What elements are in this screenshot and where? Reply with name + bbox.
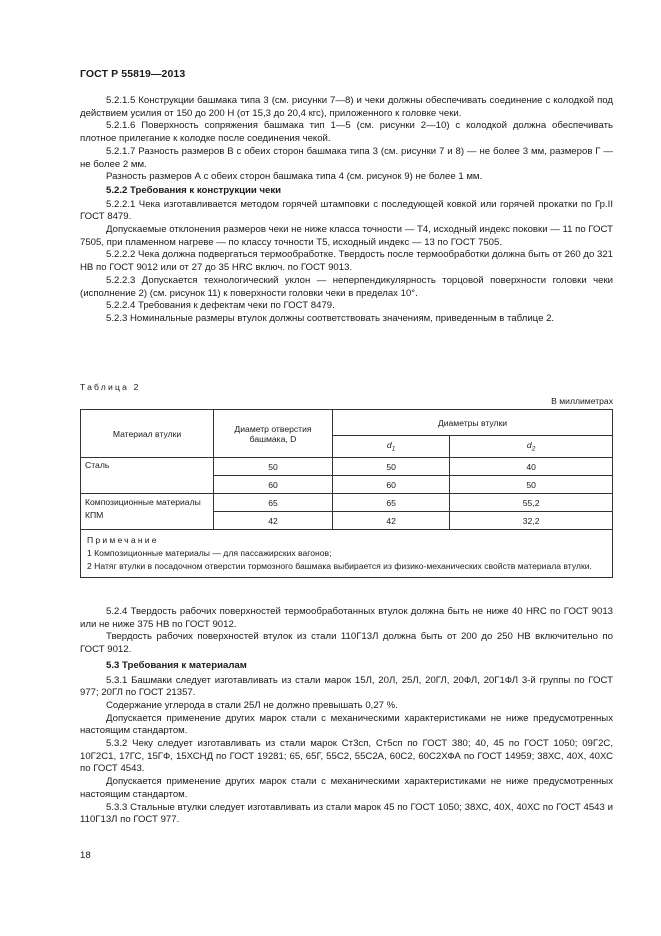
paragraph: 5.3.2 Чеку следует изготавливать из стали марок Ст3сп, Ст5сп по ГОСТ 380; 40, 45 по ГОСТ 1050; 09Г2С, 10Г2С1, 17ГС, 15ГФ, 15ХСНД по ГОСТ 19281; 65, 65Г, 55С2, 55С2А, 60С2, 60С2ХФА по ГОСТ 14959; 38ХС, 40Х, 40ХС по ГОСТ 4543. [80, 738, 613, 775]
paragraph: Разность размеров А с обеих сторон башмака типа 4 (см. рисунок 9) не более 1 мм. [106, 171, 483, 183]
section-heading: 5.2.2 Требования к конструкции чеки [106, 184, 282, 196]
table-units: В миллиметрах [551, 396, 613, 406]
cell-d1: 60 [333, 476, 450, 494]
paragraph: 5.2.2.4 Требования к дефектам чеки по ГОСТ 8479. [106, 300, 335, 312]
note-item: 1 Композиционные материалы — для пассажирских вагонов; [87, 548, 332, 558]
paragraph: 5.2.1.5 Конструкции башмака типа 3 (см. рисунки 7—8) и чеки должны обеспечивать соединение с колодкой под действием усилия от 150 до 200 Н (от 15,3 до 20,4 кгс), приложенного к головке чеки. [80, 95, 613, 119]
document-header: ГОСТ Р 55819—2013 [80, 68, 186, 80]
header-material: Материал втулки [81, 410, 214, 458]
text-block-top [80, 95, 613, 326]
paragraph: Допускается применение других марок стали с механическими характеристиками не ниже предусмотренных настоящим стандартом. [80, 712, 613, 737]
cell-D: 42 [214, 512, 333, 530]
paragraph: 5.2.2.1 Чека изготавливается методом горячей штамповки с последующей ковкой или горячей прокатки по Гр.II ГОСТ 8479. [80, 198, 613, 223]
header-d1: $d_1$ [333, 436, 450, 458]
header-bushing-diameters: Диаметры втулки [333, 410, 613, 436]
cell-material: Композиционные материалы КПМ [81, 494, 214, 530]
cell-D: 50 [214, 458, 333, 476]
paragraph: 5.3.3 Стальные втулки следует изготавливать из стали марок 45 по ГОСТ 1050; 38ХС, 40Х, 40ХС по ГОСТ 4543 и 110Г13Л по ГОСТ 977. [80, 801, 613, 826]
cell-D: 60 [214, 476, 333, 494]
cell-d1: 42 [333, 512, 450, 530]
cell-d2: 32,2 [450, 512, 613, 530]
section-heading: 5.3 Требования к материалам [106, 659, 247, 671]
cell-d1: 65 [333, 494, 450, 512]
table-note [81, 530, 613, 578]
cell-material: Сталь [81, 458, 214, 494]
paragraph: Допускается применение других марок стали с механическими характеристиками не ниже предусмотренных настоящим стандартом. [80, 776, 613, 800]
cell-d2: 55,2 [450, 494, 613, 512]
table-row [81, 494, 613, 512]
text-block-bottom [80, 606, 613, 827]
paragraph: Твердость рабочих поверхностей втулок из стали 110Г13Л должна быть от 200 до 250 НВ включительно по ГОСТ 9012. [80, 631, 613, 656]
paragraph: 5.2.1.6 Поверхность сопряжения башмака тип 1—5 (см. рисунки 2—10) с колодкой должна обеспечивать плотное прилегание к колодке после соединения чекой. [80, 120, 613, 145]
paragraph: 5.2.4 Твердость рабочих поверхностей термообработанных втулок должна быть не ниже 40 HRC по ГОСТ 9013 или не ниже 375 НВ по ГОСТ 9012. [80, 606, 613, 630]
paragraph: Допускаемые отклонения размеров чеки не ниже класса точности — Т4, исходный индекс поковки — 11 по ГОСТ 7505, при пламенном нагреве — по классу точности Т5, исходный индекс — 13 по ГОСТ 7505. [80, 224, 613, 248]
cell-d1: 50 [333, 458, 450, 476]
dimensions-table [80, 409, 613, 578]
paragraph: 5.3.1 Башмаки следует изготавливать из стали марок 15Л, 20Л, 25Л, 20ГЛ, 20ФЛ, 20Г1ФЛ 3-й группы по ГОСТ 977; 20ГЛ по ГОСТ 21357. [80, 674, 613, 699]
note-item: 2 Натяг втулки в посадочном отверстии тормозного башмака выбирается из физико-механических свойств материала втулки. [87, 561, 592, 571]
cell-D: 65 [214, 494, 333, 512]
note-title: Примечание [87, 535, 159, 545]
table-row [81, 458, 613, 476]
cell-d2: 40 [450, 458, 613, 476]
table-caption: Таблица 2 [80, 382, 141, 392]
paragraph: 5.2.1.7 Разность размеров В с обеих сторон башмака типа 3 (см. рисунки 7 и 8) — не более 3 мм, размеров Г — не более 2 мм. [80, 145, 613, 170]
page-number: 18 [80, 850, 91, 861]
paragraph: 5.2.3 Номинальные размеры втулок должны соответствовать значениям, приведенным в таблице 2. [106, 312, 555, 324]
header-diameter: Диаметр отверстия башмака, D [214, 410, 333, 458]
header-d2: $d_2$ [450, 436, 613, 458]
paragraph: 5.2.2.3 Допускается технологический уклон — неперпендикулярность торцовой поверхности головки чеки (исполнение 2) (см. рисунок 11) к поверхности головки чеки в пределах 10°. [80, 274, 613, 299]
paragraph: 5.2.2.2 Чека должна подвергаться термообработке. Твердость после термообработки должна быть от 260 до 321 НВ по ГОСТ 9012 или от 27 до 35 HRC включ. по ГОСТ 9013. [80, 249, 613, 274]
cell-d2: 50 [450, 476, 613, 494]
paragraph: Содержание углерода в стали 25Л не должно превышать 0,27 %. [106, 699, 398, 711]
